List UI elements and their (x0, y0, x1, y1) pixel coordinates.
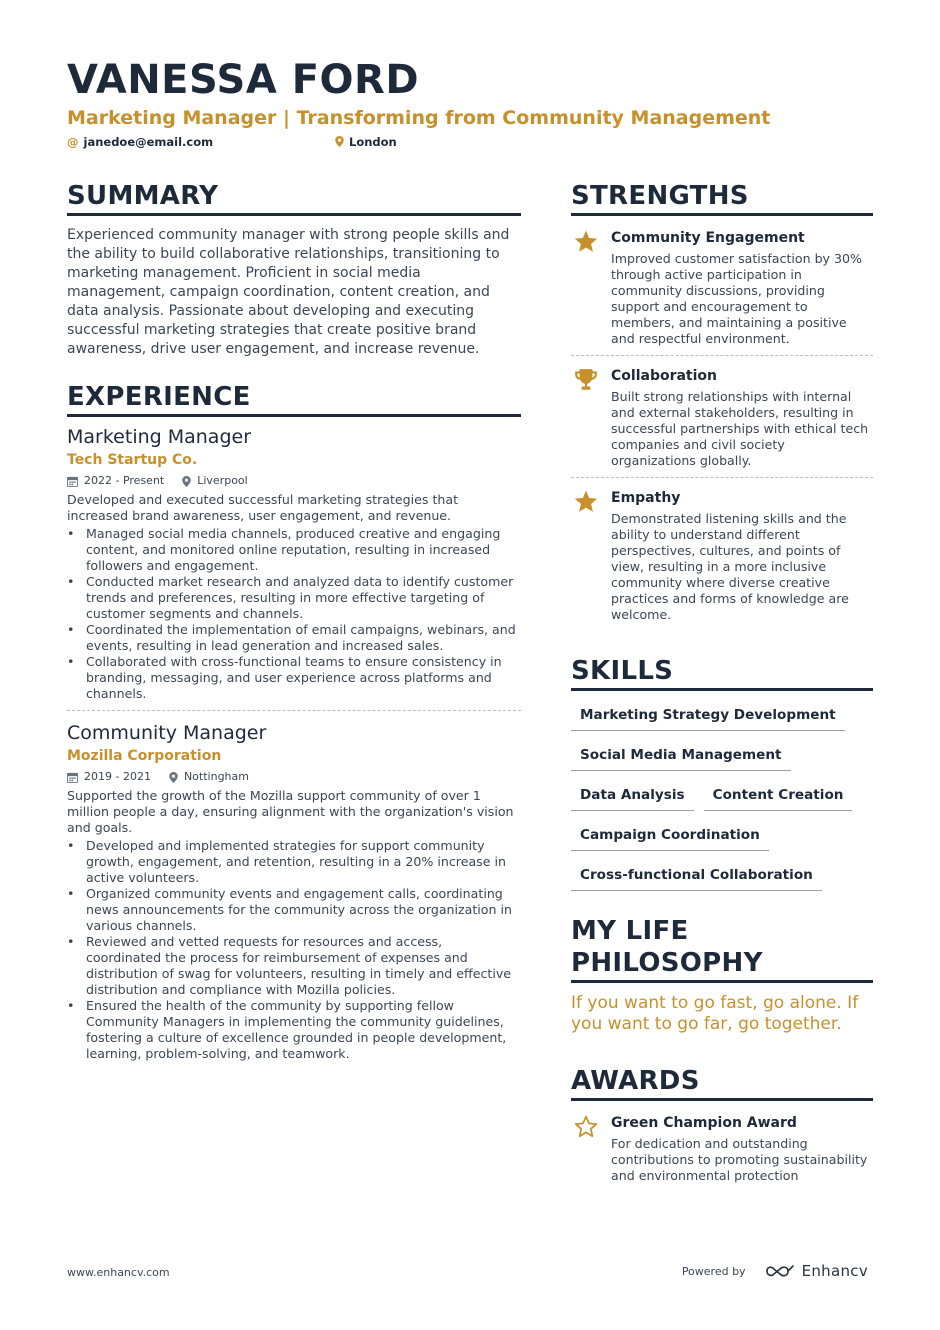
strength-description: Demonstrated listening skills and the ability to understand different perspectives, cultures, and points of view, resulting in a more inclusive community where diverse creative practices and forms of knowledge are welcome. (611, 511, 849, 622)
candidate-name: VANESSA FORD (67, 57, 420, 103)
job-bullets (67, 526, 521, 702)
strength-divider (571, 355, 873, 356)
bullet-item: • Reviewed and vetted requests for resources and access, coordinated the process for reimbursement of expenses and distribution of swag for volunteers, resulting in timely and effective distribution and compliance with Mozilla policies. (67, 934, 521, 998)
trophy-icon (573, 367, 599, 393)
bullet-item: • Collaborated with cross-functional teams to ensure consistency in branding, messaging, and user experience across platforms and channels. (67, 654, 521, 702)
bullet-item: • Ensured the health of the community by supporting fellow Community Managers in implementing the community guidelines, fostering a culture of excellence grounded in people development, learning, problem-solving, and teamwork. (67, 998, 521, 1062)
left-column (67, 180, 521, 1062)
calendar-icon (67, 476, 78, 487)
summary-title: SUMMARY (67, 180, 521, 216)
job-company: Tech Startup Co. (67, 452, 198, 468)
philosophy-title: MY LIFE PHILOSOPHY (571, 915, 873, 983)
enhancv-brand: Enhancv (801, 1262, 868, 1280)
at-icon: @ (67, 135, 79, 149)
strength-divider (571, 477, 873, 478)
job-location: Nottingham (183, 770, 249, 783)
award-description: For dedication and outstanding contributions to promoting sustainability and environmental protection (611, 1136, 868, 1183)
summary-text: Experienced community manager with strong people skills and the ability to build collaborative relationships, transitioning to marketing management. Proficient in social media management, campaign coordination, content creation, and data analysis. Passionate about developing and executing successful marketing strategies that create positive brand awareness, drive user engagement, and increase revenue. (67, 227, 510, 357)
summary-section (67, 180, 521, 359)
strength-title: Empathy (611, 490, 681, 506)
skill-tag: Campaign Coordination (571, 821, 769, 851)
job-bullets (67, 838, 521, 1062)
job-meta (67, 473, 521, 489)
calendar-icon (67, 772, 78, 783)
awards-section (571, 1065, 873, 1184)
job-description: Supported the growth of the Mozilla support community of over 1 million people a day, ensuring alignment with the organization's vision and goals. (67, 788, 514, 835)
contact-email[interactable] (67, 135, 213, 149)
bullet-item: • Coordinated the implementation of email campaigns, webinars, and events, resulting in lead generation and increased sales. (67, 622, 521, 654)
skill-tag: Social Media Management (571, 741, 791, 771)
skill-tag: Cross-functional Collaboration (571, 861, 822, 891)
job-title: Community Manager (67, 722, 267, 744)
strength-description: Built strong relationships with internal and external stakeholders, resulting in successful partnerships with ethical tech companies and civil society organizations globally. (611, 389, 869, 468)
strength-description: Improved customer satisfaction by 30% through active participation in community discussions, providing support and encouragement to members, and maintaining a positive and respectful environment. (611, 251, 863, 346)
job-company: Mozilla Corporation (67, 748, 222, 764)
skill-tag: Content Creation (704, 781, 853, 811)
strength-title: Community Engagement (611, 230, 805, 246)
location-text: London (349, 135, 397, 149)
job-title: Marketing Manager (67, 426, 252, 448)
contact-location (335, 135, 397, 149)
right-column (571, 180, 873, 1184)
philosophy-quote: If you want to go fast, go alone. If you want to go far, go together. (571, 993, 859, 1034)
location-pin-icon (335, 136, 344, 147)
strengths-section (571, 180, 873, 623)
job-location: Liverpool (197, 474, 248, 487)
enhancv-logo-icon (764, 1263, 796, 1279)
strength-item (571, 228, 873, 347)
award-item (571, 1113, 873, 1184)
headline: Marketing Manager | Transforming from Community Management (67, 107, 771, 129)
award-title: Green Champion Award (611, 1115, 797, 1131)
job-dates: 2022 - Present (84, 474, 165, 487)
job-meta (67, 769, 521, 785)
star-icon (573, 229, 599, 255)
job-divider (67, 710, 521, 711)
awards-title: AWARDS (571, 1065, 873, 1101)
star-icon (573, 489, 599, 515)
job-entry (67, 425, 521, 702)
star-outline-icon (573, 1114, 599, 1140)
email-text: janedoe@email.com (83, 135, 214, 149)
strengths-title: STRENGTHS (571, 180, 873, 216)
location-pin-icon (182, 476, 191, 487)
skill-tag: Marketing Strategy Development (571, 701, 845, 731)
footer-powered-by[interactable] (682, 1262, 868, 1280)
job-entry (67, 721, 521, 1062)
job-description: Developed and executed successful marketing strategies that increased brand awareness, user engagement, and revenue. (67, 492, 459, 523)
philosophy-section (571, 915, 873, 1035)
footer-website[interactable]: www.enhancv.com (67, 1266, 170, 1279)
bullet-item: • Managed social media channels, produced creative and engaging content, and monitored online reputation, resulting in increased followers and engagement. (67, 526, 521, 574)
strength-item (571, 366, 873, 469)
bullet-item: • Conducted market research and analyzed data to identify customer trends and preferences, resulting in more effective targeting of customer segments and channels. (67, 574, 521, 622)
powered-by-label: Powered by (681, 1264, 746, 1278)
strength-item (571, 488, 873, 623)
strength-title: Collaboration (611, 368, 718, 384)
experience-title: EXPERIENCE (67, 381, 521, 417)
skill-tag: Data Analysis (571, 781, 694, 811)
bullet-item: • Organized community events and engagement calls, coordinating news announcements for the community across the organization in various channels. (67, 886, 521, 934)
location-pin-icon (169, 772, 178, 783)
skills-section (571, 655, 873, 891)
job-dates: 2019 - 2021 (84, 770, 151, 783)
skills-list (571, 701, 873, 891)
bullet-item: • Developed and implemented strategies for support community growth, engagement, and retention, resulting in a 20% increase in active volunteers. (67, 838, 521, 886)
experience-section (67, 381, 521, 1062)
skills-title: SKILLS (571, 655, 873, 691)
